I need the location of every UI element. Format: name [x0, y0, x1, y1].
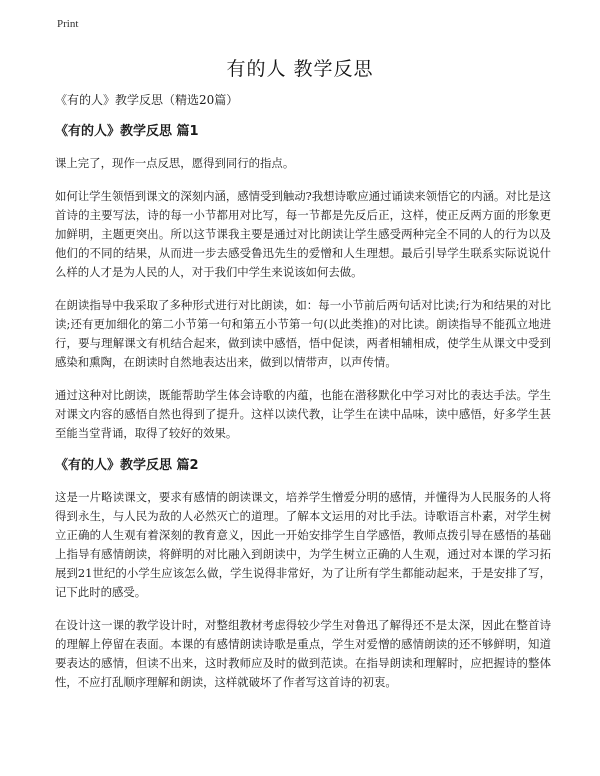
paragraph: 通过这种对比朗读，既能帮助学生体会诗歌的内蕴，也能在潜移默化中学习对比的表达手法。学生对课文内容的感悟自然也得到了提升。这样以读代教，让学生在读中品味，读中感悟，好多学生甚至能当堂背诵，取得了较好的效果。: [55, 388, 551, 440]
page-title: 有的人 教学反思: [226, 58, 374, 80]
document-body: [55, 92, 551, 706]
paragraph: 在设计这一课的教学设计时，对整组教材考虑得较少学生对鲁迅了解得还不是太深，因此在整首诗的理解上停留在表面。本课的有感情朗读诗歌是重点，学生对爱憎的感情朗读的还不够鲜明，知道要表达的感情，但读不出来，这时教师应及时的做到范读。在指导朗读和理解时，应把握诗的整体性，不应打乱顺序理解和朗读，这样就破坏了作者写这首诗的初衷。: [55, 618, 551, 689]
document-subtitle: 《有的人》教学反思（精选20篇）: [55, 93, 239, 107]
paragraph: 课上完了，现作一点反思，愿得到同行的指点。: [55, 156, 295, 170]
paragraph: 在朗读指导中我采取了多种形式进行对比朗读，如：每一小节前后两句话对比读;行为和结果的对比读;还有更加细化的第二小节第一句和第五小节第一句(以此类推)的对比读。朗读指导不能孤立地进行，要与理解课文有机结合起来，做到读中感悟，悟中促读，两者相辅相成，使学生从课文中受到感染和熏陶，在朗读时自然地表达出来，做到以情带声，以声传情。: [55, 298, 551, 369]
paragraph: 如何让学生领悟到课文的深刻内涵，感情受到触动?我想诗歌应通过诵读来领悟它的内涵。对比是这首诗的主要写法，诗的每一小节都用对比写，每一节都是先反后正，这样，使正反两方面的形象更加鲜明，主题更突出。所以这节课我主要是通过对比朗读让学生感受两种完全不同的人的行为以及他们的不同的结果，从而进一步去感受鲁迅先生的爱憎和人生理想。最后引导学生联系实际说说什么样的人才是为人民的人，对于我们中学生来说该如何去做。: [55, 189, 551, 279]
print-label: Print: [57, 18, 79, 30]
section-heading: 《有的人》教学反思 篇1: [55, 124, 199, 139]
section-1: [55, 123, 551, 443]
section-heading: 《有的人》教学反思 篇2: [55, 458, 199, 473]
paragraph: 这是一片略读课文，要求有感情的朗读课文，培养学生憎爱分明的感情，并懂得为人民服务的人将得到永生，与人民为敌的人必然灭亡的道理。了解本文运用的对比手法。诗歌语言朴素，对学生树立正确的人生观有着深刻的教育意义，因此一开始安排学生自学感悟，教师点拨引导在感悟的基础上指导有感情朗读，将鲜明的对比融入到朗读中，为学生树立正确的人生观，通过对本课的学习拓展到21世纪的小学生应该怎么做，学生说得非常好，为了让所有学生都能动起来，于是安排了写，记下此时的感受。: [55, 490, 551, 599]
section-2: [55, 457, 551, 692]
